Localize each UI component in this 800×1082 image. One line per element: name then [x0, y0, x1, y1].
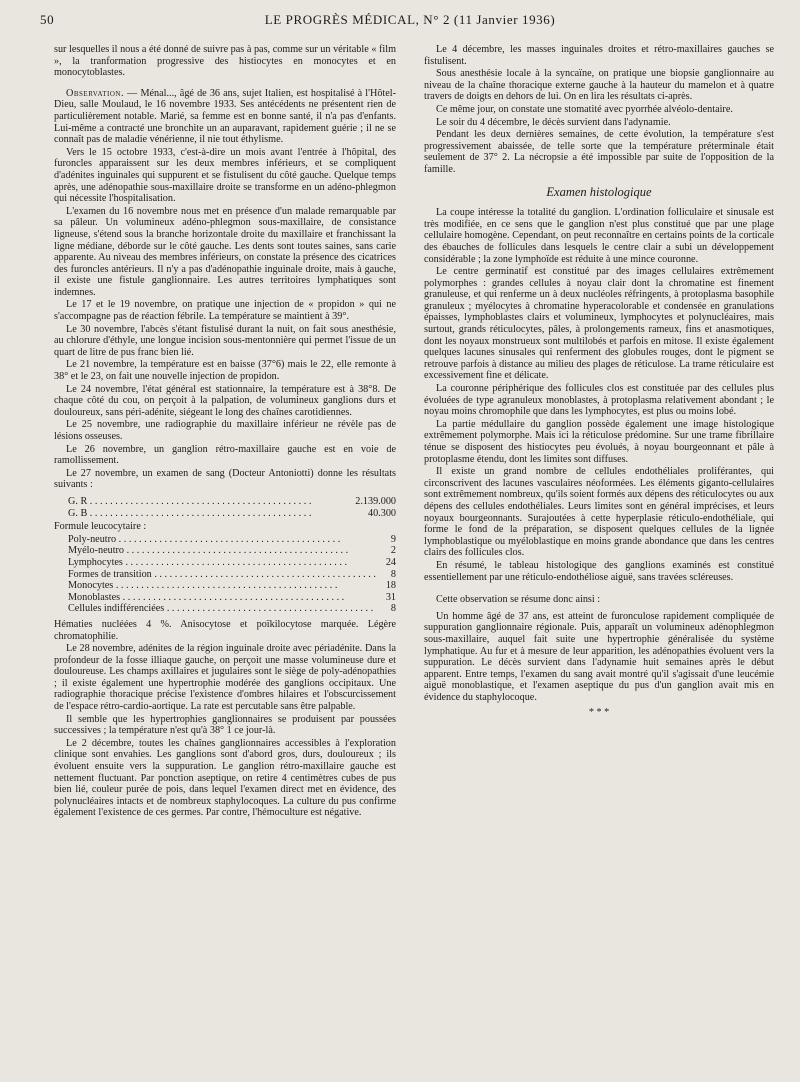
summary-title: Cette observation se résume donc ainsi : — [436, 594, 601, 606]
running-header — [40, 10, 780, 32]
paragraph: Le 28 novembre, adénites de la région inguinale droite avec périadénite. Dans la profondeur de la fosse illiaque gauche, on perçoit une masse volumineuse dure et douloureuse. Les champs axillaires et jugulaires sont le siège de poly-adénopathies ; il existe également une hypertrophie modérée des ganglions occipitaux. Une radiographie thoracique précise l'existence d'ombres hilaires et l'obscurcissement de l'espace rétro-cardio-aortique. La rate est percutable sans être palpable. — [54, 643, 396, 713]
paragraph: Ce même jour, on constate une stomatité avec pyorrhée alvéolo-dentaire. — [436, 103, 733, 115]
paragraph: Le 24 novembre, l'état général est stationnaire, la température est à 38°8. De chaque côté du cou, on perçoit à la palpation, de volumineux ganglions durs et douloureux, sans péri-adénite, siégeant le long des chaînes carotidiennes. — [54, 383, 396, 418]
blood-count-row: G. R . . . 2.139.000 — [54, 496, 396, 508]
paragraph: Le 2 décembre, toutes les chaînes ganglionnaires accessibles à l'exploration clinique sont envahies. Les ganglions sont d'abord gros, durs, douloureux ; ils évoluent ensuite vers la suppuration. Le ganglion rétro-maxillaire gauche est nettement fluctuant. Par ponction aseptique, on retire 4 centimètres cubes de pus bien lié, couleur purée de pois, dans lequel l'examen direct met en évidence, des polynucléaires intacts et de nombreux staphylocoques. La culture du pus confirme également l'existence de ces germes. Par contre, l'hémoculture est négative. — [54, 737, 396, 819]
paragraph: Sous anesthésie locale à la syncaïne, on pratique une biopsie ganglionnaire au niveau de la chaîne thoracique externe gauche à la hauteur du mamelon et à quatre travers de doigts en dehors de lui. On en lira les résultats ci-après. — [424, 68, 774, 103]
page-number: 50 — [40, 12, 55, 27]
blood-count-row: G. B . . . 40.300 — [54, 508, 396, 520]
paragraph: Un homme âgé de 37 ans, est atteint de furonculose rapidement compliquée de suppuration ganglionnaire régionale. Puis, apparaît un volumineux adénophlegmon sous-maxillaire, auquel fait suite une hypertrophie généralisée du système lymphatique. Au fur et à mesure de leur apparition, les adénopathies évoluent vers la suppuration. Le décès survient dans l'adynamie huit semaines après le début apparent. Entre temps, l'examen du sang avait montré qu'il s'agissait d'une leucémie aiguë monoblastique, et l'examen aseptique du pus d'un ganglion avait mis en évidence du staphylocoque. — [424, 610, 774, 703]
running-title: LE PROGRÈS MÉDICAL, N° 2 (11 Janvier 1936) — [264, 12, 556, 27]
paragraph: Le soir du 4 décembre, le décès survient dans l'adynamie. — [436, 116, 671, 128]
formula-row: Myélo-neutro . . . 2 — [54, 545, 396, 557]
paragraph: Le 26 novembre, un ganglion rétro-maxillaire gauche est en voie de ramollissement. — [54, 443, 396, 467]
paragraph: La couronne périphérique des follicules clos est constituée par des cellules plus évoluées de type agranuleux monoblastes, à protoplasma relativement abondant ; le noyau moins chromophile que dans les lymphocytes, est plus ou moins lobé. — [424, 383, 774, 418]
paragraph: Le 25 novembre, une radiographie du maxillaire inférieur ne révèle pas de lésions osseuses. — [54, 419, 396, 442]
left-column — [54, 44, 396, 820]
paragraph: En résumé, le tableau histologique des ganglions examinés est constitué essentiellement par une réticulo-endothéliose aiguë, sans travées scléreuses. — [424, 559, 774, 583]
observation-label: Observation. — [66, 87, 124, 99]
paragraph: Il semble que les hypertrophies ganglionnaires se produisent par poussées successives ; la température n'est qu'à 38° 1 ce jour-là. — [54, 713, 396, 737]
section-separator: * * * — [588, 707, 610, 719]
paragraph: Hématies nucléées 4 %. Anisocytose et poïkilocytose marquée. Légère chromatophilie. — [54, 618, 396, 642]
observation-text: — Ménal..., âgé de 36 ans, sujet Italien, est hospitalisé à l'Hôtel-Dieu, salle Moulaud, le 16 novembre 1933. Ses antécédents ne présentent rien de particulièrement notable. Marié, sa femme est en bonne santé, il n'a pas d'enfants. Lui-même a contracté une bronchite un an auparavant, rapidement guérie ; il ne se connaît pas de maladie vénérienne, il nie tout éthylisme. — [54, 87, 396, 146]
section-title: Examen histologique — [546, 184, 652, 199]
formula-row: Poly-neutro . . . 9 — [54, 534, 396, 546]
formula-row: Monocytes . . . 18 — [54, 580, 396, 592]
paragraph: sur lesquelles il nous a été donné de suivre pas à pas, comme sur un véritable « film », la tranformation progressive des histiocytes en monocytes et en monocytoblastes. — [54, 44, 396, 79]
formula-row: Monoblastes . . . 31 — [54, 592, 396, 604]
paragraph: Le 27 novembre, un examen de sang (Docteur Antoniotti) donne les résultats suivants : — [54, 467, 396, 491]
paragraph: Le 4 décembre, les masses inguinales droites et rétro-maxillaires gauches se fistulisent. — [424, 44, 774, 67]
leukocyte-formula-list — [54, 534, 396, 615]
formula-row: Cellules indifférenciées . . . 8 — [54, 603, 396, 615]
paragraph: Pendant les deux dernières semaines, de cette évolution, la température s'est progressivement abaissée, de telle sorte que la température préterminale était seulement de 37° 2. La nécropsie a été impossible par suite de l'opposition de la famille. — [424, 129, 774, 175]
paragraph: Le centre germinatif est constitué par des images cellulaires extrêmement polymorphes : grandes cellules à noyau clair dont la chromatine est finement granuleuse, et qui renferme un à deux nucléoles réfringents, à protoplasma basophile granuleux ; myélocytes à chromatine hyperacolorable et condensée en granulations épaisses, lymphoblastes clairs et volumineux, lymphocytes et polynucléaires, mais surtout, grands réticulocytes, pâles, à prolongements rameux, fins et anasmotiques, dont les noyaux monstrueux sont multilobés et parfois en mitose. Il existe également quelques lacunes sinusales qui renferment des globules rouges, dont le pigment se retrouve parfois à distance au milieu des plages de réticulose. La trame réticulaire est excessivement fine et délicate. — [424, 266, 774, 382]
paragraph: L'examen du 16 novembre nous met en présence d'un malade remarquable par sa pâleur. Un volumineux adéno-phlegmon sous-maxillaire, de consistance ligneuse, s'étend sous la branche horizontale droite du maxillaire et franchissant la ligne médiane, déborde sur le côté gauche. Les dents sont toutes saines, sans carie apparente. Au niveau des membres inférieurs, on constate la présence des cicatrices des furoncles antérieurs. Il n'y a pas d'adénopathie inguinale droite, mais à gauche, il existe une fistule ganglionnaire. Les autres territoires lymphatiques sont indemnes. — [54, 205, 396, 298]
paragraph: Vers le 15 octobre 1933, c'est-à-dire un mois avant l'entrée à l'hôpital, des furoncles apparaissent sur les deux membres inférieurs, et se compliquent d'adénites inguinales qui suppurent et se fistulisent du côté gauche. Quelque temps après, une adénopathie sous-maxillaire droite se transforme en un adéno-phlegmon qui nécessite l'hospitalisation. — [54, 146, 396, 205]
paragraph: La partie médullaire du ganglion possède également une image histologique extrêmement polymorphe. Mais ici la réticulose prédomine. Sur une trame fibrillaire ténue se disposent des histiocytes peu évolués, à noyau bourgeonnant et pâle à protoplasme étendu, dont les limites sont diffuses. — [424, 418, 774, 465]
paragraph: Il existe un grand nombre de cellules endothéliales proliférantes, qui circonscrivent des lacunes vasculaires néoformées. Les éléments giganto-cellulaires sont extrêmement nombreux, qu'ils soient formés aux dépens des réticulocytes ou aux dépens des cellules endothéliales. Leurs limites sont en général imprécises, et leurs noyaux bourgeonnants. Surajoutées à cette hyperplasie réticulo-endothéliale, qui forme le fond de la préparation, se disposent quelques cellules de la lignée lymphoblastique ou myéloblastique en moins grande abondance que dans les centres clairs des follicules clos. — [424, 466, 774, 559]
right-column — [424, 44, 774, 719]
paragraph: Le 21 novembre, la température est en baisse (37°6) mais le 22, elle remonte à 38° et le 23, on fait une nouvelle injection de propidon. — [54, 359, 396, 383]
observation-paragraph — [54, 88, 396, 146]
formula-title: Formule leucocytaire : — [54, 521, 147, 533]
formula-row: Lymphocytes . . . 24 — [54, 557, 396, 569]
paragraph: Le 30 novembre, l'abcès s'étant fistulisé durant la nuit, on fait sous anesthésie, au chlorure d'éthyle, une longue incision sous-mentonnière qui permet l'issue de un quart de litre de pus franc bien lié. — [54, 323, 396, 358]
paragraph: La coupe intéresse la totalité du ganglion. L'ordination folliculaire et sinusale est très modifiée, en ce sens que le ganglion n'est plus constitué que par une plage cellulaire homogène. Cependant, on peut reconnaître en certains points de la corticale des ébauches de follicules dans lesquels le centre clair a subi un développement considérable ; la zone lymphoïde est réduite à une mince couronne. — [424, 207, 774, 265]
blood-count-list — [54, 496, 396, 519]
paragraph: Le 17 et le 19 novembre, on pratique une injection de « propidon » qui ne s'accompagne pas de réaction fébrile. La température se maintient à 39°. — [54, 299, 396, 323]
formula-row: Formes de transition . . . 8 — [54, 569, 396, 581]
